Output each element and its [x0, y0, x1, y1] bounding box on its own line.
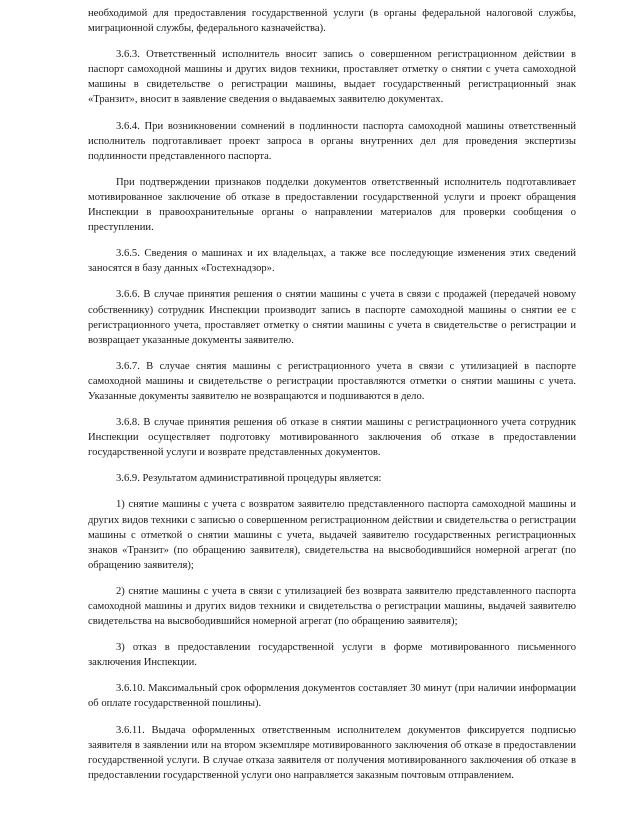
paragraph-3-6-4: 3.6.4. При возникновении сомнений в подлинности паспорта самоходной машины ответственный исполнитель подготавливает проект запроса в органы внутренних дел для проведения экспертизы подлинности представленного паспорта.: [88, 120, 576, 162]
paragraph-3-6-9: 3.6.9. Результатом административной процедуры является:: [116, 473, 382, 485]
list-item-1: 1) снятие машины с учета с возвратом заявителю представленного паспорта самоходной машины и других видов техники с записью о совершенном регистрационном действии и свидетельства о регистрации машины с отметкой о снятии машины с учета, выдачей заявителю государственных регистрационных знаков «Транзит» (по обращению заявителя), свидетельства на высвободившийся номерной агрегат (по обращению заявителя);: [88, 499, 576, 571]
list-item-2: 2) снятие машины с учета в связи с утилизацией без возврата заявителю представленного паспорта самоходной машины и других видов техники и свидетельства о регистрации машины, выдачей заявителю свидетельства на высвободившийся номерной агрегат (по обращению заявителя);: [88, 585, 576, 628]
paragraph-3-6-5: 3.6.5. Сведения о машинах и их владельцах, а также все последующие изменения этих сведений заносятся в базу данных «Гостехнадзор».: [88, 248, 576, 275]
paragraph-3-6-8: 3.6.8. В случае принятия решения об отказе в снятии машины с регистрационного учета сотрудник Инспекции осуществляет подготовку мотивированного заключения об отказе в предоставлении государственной услуги и возврате представленных документов.: [88, 417, 576, 459]
list-item-3: 3) отказ в предоставлении государственной услуги в форме мотивированного письменного заключения Инспекции.: [88, 642, 576, 669]
paragraph-forgery-confirmation: При подтверждении признаков подделки документов ответственный исполнитель подготавливает мотивированное заключение об отказе в предоставлении государственной услуги и проект обращения Инспекции в правоохранительные органы о направлении материалов для проверки сообщения о преступлении.: [88, 176, 576, 234]
document-page: [88, 6, 576, 794]
paragraph-3-6-11: 3.6.11. Выдача оформленных ответственным исполнителем документов фиксируется подписью заявителя в заявлении или на втором экземпляре мотивированного заключения об отказе в предоставлении государственной услуги. В случае отказа заявителя от получения мотивированного заключения об отказе в предоставлении государственной услуги оно направляется заказным почтовым отправлением.: [88, 724, 576, 781]
paragraph-3-6-3: 3.6.3. Ответственный исполнитель вносит запись о совершенном регистрационном действии в паспорт самоходной машины и других видов техники, проставляет отметку о снятии с учета самоходной машины в свидетельстве о регистрации машины, выдает государственный регистрационный знак «Транзит», вносит в заявление сведения о выдаваемых заявителю документах.: [88, 49, 576, 106]
paragraph-3-6-6: 3.6.6. В случае принятия решения о снятии машины с учета в связи с продажей (передачей новому собственнику) сотрудник Инспекции производит запись в паспорте самоходной машины о снятии ее с регистрационного учета, проставляет отметку о снятии машины с учета в свидетельстве о регистрации и возвращает указанные документы заявителю.: [88, 289, 576, 346]
paragraph-3-6-10: 3.6.10. Максимальный срок оформления документов составляет 30 минут (при наличии информации об оплате государственной пошлины).: [88, 683, 576, 710]
paragraph-3-6-7: 3.6.7. В случае снятия машины с регистрационного учета в связи с утилизацией в паспорте самоходной машины и свидетельстве о регистрации проставляются отметки о снятии машины с учета. Указанные документы заявителю не возвращаются и подшиваются в дело.: [88, 360, 576, 402]
paragraph-continuation: необходимой для предоставления государственной услуги (в органы федеральной налоговой службы, миграционной службы, федерального казначейства).: [88, 8, 576, 35]
